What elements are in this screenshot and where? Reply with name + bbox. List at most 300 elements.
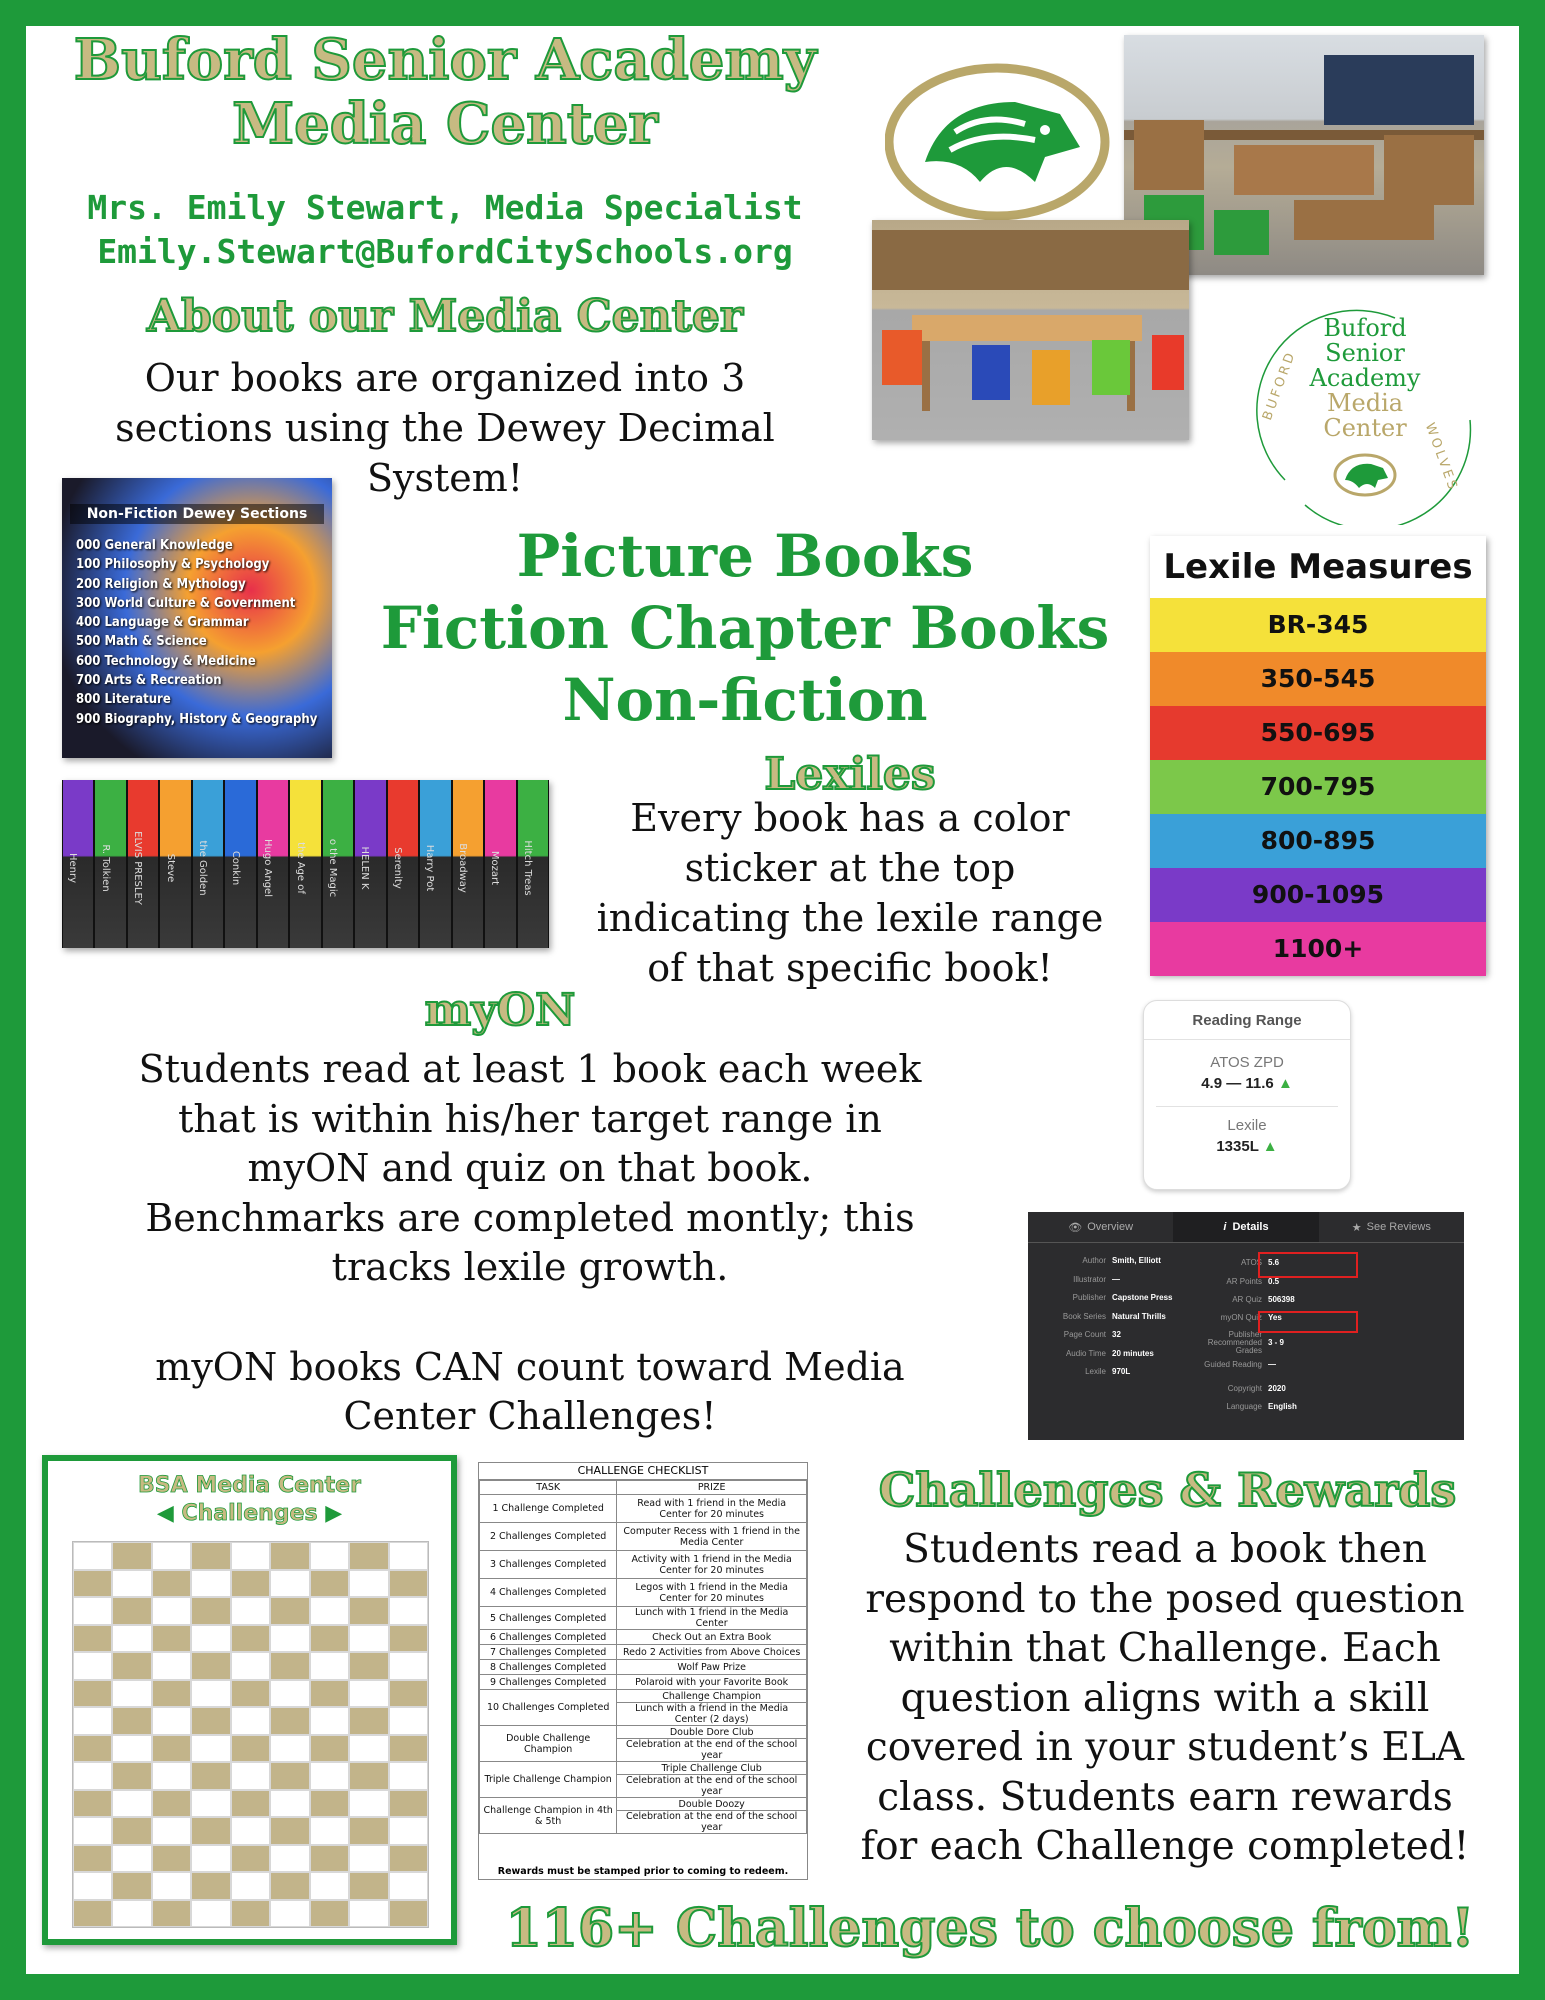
checklist-prize: Wolf Paw Prize bbox=[617, 1660, 807, 1675]
reading-range-title: Reading Range bbox=[1144, 1001, 1350, 1040]
bingo-cell bbox=[152, 1680, 191, 1708]
bingo-cell bbox=[231, 1790, 270, 1818]
dewey-poster bbox=[62, 478, 332, 758]
checklist-prize-head: Challenge Champion bbox=[617, 1691, 806, 1703]
bingo-cell bbox=[152, 1542, 191, 1570]
bingo-cell bbox=[73, 1817, 112, 1845]
bingo-cell bbox=[112, 1570, 151, 1598]
myon-line-7: Center Challenges! bbox=[343, 1394, 717, 1438]
detail-row bbox=[1188, 1384, 1286, 1393]
bingo-cell bbox=[310, 1845, 349, 1873]
bingo-cell bbox=[349, 1845, 388, 1873]
book-spine bbox=[518, 780, 548, 948]
bingo-cell bbox=[73, 1625, 112, 1653]
detail-row bbox=[1188, 1331, 1284, 1355]
checklist-prize: Redo 2 Activities from Above Choices bbox=[617, 1645, 807, 1660]
reading-range-card bbox=[1143, 1000, 1351, 1190]
challenges-line-2: respond to the posed question bbox=[865, 1576, 1465, 1622]
detail-row bbox=[1032, 1312, 1166, 1321]
checklist-task: 3 Challenges Completed bbox=[480, 1551, 617, 1579]
star-icon: ★ bbox=[1351, 1221, 1362, 1234]
bingo-cell bbox=[270, 1625, 309, 1653]
arrow-up-icon: ▲ bbox=[1262, 1138, 1278, 1155]
challenges-text bbox=[815, 1525, 1515, 1872]
challenges-heading: Challenges & Rewards bbox=[878, 1463, 1457, 1517]
checklist-task: 6 Challenges Completed bbox=[480, 1630, 617, 1645]
bingo-cell bbox=[152, 1597, 191, 1625]
bingo-cell bbox=[112, 1817, 151, 1845]
book-spine-label: HELEN K bbox=[359, 846, 371, 890]
bingo-cell bbox=[389, 1707, 428, 1735]
book-spine-label: o the Magic bbox=[326, 838, 338, 898]
challenge-checklist bbox=[478, 1462, 808, 1880]
checklist-footer: Rewards must be stamped prior to coming to redeem. bbox=[497, 1866, 789, 1877]
myon-line-1: Students read at least 1 book each week bbox=[138, 1047, 922, 1091]
detail-value: 506398 bbox=[1268, 1295, 1295, 1304]
section-fiction-chapter: Fiction Chapter Books bbox=[380, 594, 1110, 662]
bingo-cell bbox=[270, 1900, 309, 1928]
challenges-line-4: question aligns with a skill bbox=[900, 1675, 1430, 1721]
bingo-cell bbox=[191, 1845, 230, 1873]
detail-value: 32 bbox=[1112, 1330, 1121, 1339]
bingo-cell bbox=[270, 1542, 309, 1570]
bingo-cell bbox=[152, 1872, 191, 1900]
detail-key: Book Series bbox=[1062, 1311, 1106, 1321]
checklist-prize-text: Celebration at the end of the school year bbox=[626, 1810, 798, 1833]
bingo-cell bbox=[389, 1762, 428, 1790]
bingo-cell bbox=[349, 1625, 388, 1653]
checklist-task: 7 Challenges Completed bbox=[480, 1645, 617, 1660]
bingo-cell bbox=[310, 1817, 349, 1845]
info-icon: i bbox=[1223, 1221, 1227, 1233]
lexile-band: BR-345 bbox=[1150, 598, 1486, 652]
bingo-cell bbox=[112, 1680, 151, 1708]
bingo-cell bbox=[112, 1597, 151, 1625]
checklist-title: CHALLENGE CHECKLIST bbox=[479, 1463, 807, 1480]
detail-row bbox=[1032, 1349, 1154, 1358]
book-spine bbox=[290, 780, 320, 948]
bingo-cell bbox=[231, 1570, 270, 1598]
bingo-cell bbox=[389, 1570, 428, 1598]
lexiles-line-4: of that specific book! bbox=[647, 946, 1053, 990]
library-photo-tables bbox=[872, 220, 1189, 440]
seal-line-3: Academy bbox=[1309, 364, 1421, 392]
bingo-cell bbox=[389, 1790, 428, 1818]
bingo-cell bbox=[270, 1817, 309, 1845]
lexile-chart-title: Lexile Measures bbox=[1163, 547, 1473, 587]
detail-value: — bbox=[1268, 1360, 1276, 1369]
checklist-task: Challenge Champion in 4th & 5th bbox=[480, 1798, 617, 1834]
checklist-prize bbox=[617, 1798, 807, 1834]
col-task: TASK bbox=[480, 1481, 617, 1495]
detail-row bbox=[1188, 1277, 1279, 1286]
bingo-cell bbox=[73, 1762, 112, 1790]
detail-row bbox=[1032, 1330, 1121, 1339]
bingo-cell bbox=[310, 1680, 349, 1708]
bingo-cell bbox=[310, 1872, 349, 1900]
book-spine-label: Harry Pot bbox=[424, 844, 436, 892]
bingo-cell bbox=[310, 1707, 349, 1735]
bingo-cell bbox=[349, 1542, 388, 1570]
checklist-row bbox=[480, 1579, 807, 1607]
checklist-prize bbox=[617, 1690, 807, 1726]
bingo-cell bbox=[270, 1872, 309, 1900]
bingo-cell bbox=[349, 1735, 388, 1763]
challenges-line-3: within that Challenge. Each bbox=[889, 1626, 1441, 1671]
checklist-prize: Activity with 1 friend in the Media Center for 20 minutes bbox=[617, 1551, 807, 1579]
wolf-icon: ▶ bbox=[325, 1501, 343, 1526]
tab-see-reviews[interactable] bbox=[1319, 1212, 1464, 1242]
checklist-task: Double Challenge Champion bbox=[480, 1726, 617, 1762]
dewey-item: 500 Math & Science bbox=[76, 634, 207, 650]
checklist-prize: Legos with 1 friend in the Media Center for 20 minutes bbox=[617, 1579, 807, 1607]
challenges-bingo-sheet bbox=[42, 1455, 457, 1945]
book-spine bbox=[160, 780, 190, 948]
seal-arc-left: BUFORD bbox=[1260, 348, 1300, 423]
bingo-cell bbox=[191, 1680, 230, 1708]
detail-key: AR Points bbox=[1226, 1277, 1262, 1286]
bingo-cell bbox=[231, 1542, 270, 1570]
bingo-cell bbox=[270, 1597, 309, 1625]
lexiles-text bbox=[555, 793, 1145, 993]
atos-label: ATOS ZPD bbox=[1210, 1054, 1284, 1071]
bingo-cell bbox=[349, 1570, 388, 1598]
bingo-cell bbox=[191, 1735, 230, 1763]
detail-value: 2020 bbox=[1268, 1384, 1286, 1393]
bingo-cell bbox=[112, 1625, 151, 1653]
dewey-item: 200 Religion & Mythology bbox=[76, 576, 246, 592]
checklist-task: 4 Challenges Completed bbox=[480, 1579, 617, 1607]
detail-key: Lexile bbox=[1085, 1367, 1106, 1376]
bingo-cell bbox=[191, 1762, 230, 1790]
checklist-task: 9 Challenges Completed bbox=[480, 1675, 617, 1690]
detail-row bbox=[1188, 1295, 1295, 1304]
bingo-cell bbox=[270, 1570, 309, 1598]
lexile-value: 1335L bbox=[1216, 1138, 1259, 1155]
checklist-row bbox=[480, 1630, 807, 1645]
dewey-item: 000 General Knowledge bbox=[76, 538, 233, 553]
book-spine bbox=[485, 780, 515, 948]
dewey-item: 100 Philosophy & Psychology bbox=[76, 557, 270, 573]
challenges-line-5: covered in your student’s ELA bbox=[865, 1725, 1465, 1770]
tab-details[interactable] bbox=[1173, 1212, 1318, 1242]
detail-key: Language bbox=[1226, 1402, 1262, 1411]
seal-line-4: Media bbox=[1326, 389, 1404, 417]
seal-line-2: Senior bbox=[1325, 339, 1405, 367]
bingo-title-1: BSA Media Center bbox=[138, 1473, 361, 1498]
col-prize: PRIZE bbox=[617, 1481, 807, 1495]
book-spines-photo bbox=[62, 780, 549, 948]
checklist-prize: Polaroid with your Favorite Book bbox=[617, 1675, 807, 1690]
seal-line-5: Center bbox=[1323, 414, 1407, 442]
detail-key: Audio Time bbox=[1065, 1348, 1106, 1358]
bingo-cell bbox=[152, 1762, 191, 1790]
bingo-cell bbox=[152, 1625, 191, 1653]
bingo-cell bbox=[112, 1735, 151, 1763]
section-picture-books: Picture Books bbox=[516, 522, 974, 590]
bingo-cell bbox=[191, 1900, 230, 1928]
checklist-table bbox=[479, 1480, 807, 1834]
bingo-cell bbox=[191, 1597, 230, 1625]
lexile-label: Lexile bbox=[1227, 1117, 1267, 1134]
detail-row bbox=[1188, 1360, 1276, 1369]
dewey-item: 600 Technology & Medicine bbox=[76, 653, 256, 669]
tab-reviews-label: See Reviews bbox=[1366, 1221, 1431, 1233]
tab-overview[interactable] bbox=[1028, 1212, 1173, 1242]
lexile-band: 1100+ bbox=[1150, 922, 1486, 976]
bingo-cell bbox=[389, 1597, 428, 1625]
book-spine-label: the Age of bbox=[294, 842, 306, 894]
seal-wolf-icon bbox=[1333, 452, 1397, 498]
checklist-row bbox=[480, 1660, 807, 1675]
book-spine bbox=[355, 780, 385, 948]
atos-highlight-box bbox=[1258, 1252, 1358, 1278]
bingo-cell bbox=[152, 1845, 191, 1873]
bingo-grid bbox=[72, 1541, 429, 1928]
bingo-cell bbox=[73, 1542, 112, 1570]
checklist-task: 8 Challenges Completed bbox=[480, 1660, 617, 1675]
bingo-cell bbox=[152, 1735, 191, 1763]
bingo-cell bbox=[73, 1707, 112, 1735]
detail-row bbox=[1032, 1256, 1161, 1265]
book-spine-label: R. Tolkien bbox=[99, 844, 111, 892]
bingo-cell bbox=[191, 1872, 230, 1900]
bingo-cell bbox=[73, 1735, 112, 1763]
media-center-seal bbox=[1245, 300, 1485, 525]
detail-key: Page Count bbox=[1063, 1330, 1106, 1339]
bingo-cell bbox=[349, 1900, 388, 1928]
wolf-logo bbox=[885, 62, 1110, 222]
bingo-cell bbox=[310, 1652, 349, 1680]
dewey-item: 700 Arts & Recreation bbox=[76, 673, 222, 689]
book-spine bbox=[63, 780, 93, 948]
checklist-prize-text: Celebration at the end of the school year bbox=[626, 1738, 798, 1761]
bingo-cell bbox=[389, 1625, 428, 1653]
myon-text bbox=[40, 1045, 1020, 1442]
checklist-row bbox=[480, 1762, 807, 1798]
detail-value: 3 - 9 bbox=[1268, 1338, 1285, 1348]
checklist-task: 1 Challenge Completed bbox=[480, 1495, 617, 1523]
lexile-band: 700-795 bbox=[1150, 760, 1486, 814]
lexile-band: 550-695 bbox=[1150, 706, 1486, 760]
bingo-cell bbox=[191, 1570, 230, 1598]
bingo-cell bbox=[349, 1707, 388, 1735]
bingo-cell bbox=[231, 1845, 270, 1873]
checklist-prize-head: Triple Challenge Club bbox=[617, 1763, 806, 1775]
bingo-title-2: Challenges bbox=[181, 1501, 318, 1526]
challenges-line-1: Students read a book then bbox=[903, 1527, 1427, 1572]
book-spine-label: the Golden bbox=[197, 840, 209, 896]
title-line-1: Buford Senior Academy bbox=[73, 27, 817, 93]
detail-value: 970L bbox=[1112, 1367, 1131, 1376]
bingo-cell bbox=[191, 1817, 230, 1845]
myon-quiz-highlight-box bbox=[1258, 1311, 1358, 1333]
challenges-line-6: class. Students earn rewards bbox=[877, 1774, 1453, 1820]
checklist-row bbox=[480, 1551, 807, 1579]
bingo-cell bbox=[112, 1542, 151, 1570]
bingo-cell bbox=[191, 1542, 230, 1570]
bingo-cell bbox=[270, 1652, 309, 1680]
bingo-cell bbox=[270, 1790, 309, 1818]
lexile-band: 800-895 bbox=[1150, 814, 1486, 868]
bingo-cell bbox=[310, 1597, 349, 1625]
detail-key: Publisher Recommended Grades bbox=[1207, 1330, 1262, 1355]
bingo-cell bbox=[389, 1817, 428, 1845]
book-spine bbox=[258, 780, 288, 948]
myon-line-3: myON and quiz on that book. bbox=[247, 1146, 813, 1190]
checklist-row bbox=[480, 1690, 807, 1726]
checklist-row bbox=[480, 1798, 807, 1834]
bingo-cell bbox=[191, 1707, 230, 1735]
page-title bbox=[30, 28, 860, 156]
bingo-cell bbox=[270, 1707, 309, 1735]
bingo-cell bbox=[112, 1652, 151, 1680]
bingo-cell bbox=[191, 1652, 230, 1680]
bingo-cell bbox=[270, 1680, 309, 1708]
detail-key: myON Quiz bbox=[1220, 1313, 1262, 1322]
bingo-cell bbox=[112, 1900, 151, 1928]
detail-row bbox=[1188, 1402, 1297, 1411]
detail-value: English bbox=[1268, 1402, 1297, 1411]
specialist-name: Mrs. Emily Stewart, Media Specialist bbox=[87, 188, 803, 227]
bingo-cell bbox=[152, 1790, 191, 1818]
bingo-cell bbox=[270, 1735, 309, 1763]
specialist-email[interactable]: Emily.Stewart@BufordCitySchools.org bbox=[97, 232, 793, 271]
about-line-2: sections using the Dewey Decimal bbox=[115, 406, 775, 450]
checklist-prize-head: Double Dore Club bbox=[617, 1727, 806, 1739]
dewey-item: 300 World Culture & Government bbox=[76, 595, 296, 611]
detail-value: Capstone Press bbox=[1112, 1293, 1173, 1302]
bingo-cell bbox=[349, 1680, 388, 1708]
detail-key: Illustrator bbox=[1073, 1274, 1106, 1284]
detail-value: Yes bbox=[1268, 1313, 1282, 1322]
bingo-cell bbox=[231, 1735, 270, 1763]
bingo-cell bbox=[112, 1790, 151, 1818]
checklist-prize: Read with 1 friend in the Media Center for 20 minutes bbox=[617, 1495, 807, 1523]
bingo-cell bbox=[152, 1652, 191, 1680]
bingo-cell bbox=[73, 1790, 112, 1818]
detail-row bbox=[1032, 1275, 1120, 1284]
bingo-cell bbox=[231, 1872, 270, 1900]
bingo-cell bbox=[349, 1762, 388, 1790]
myon-line-2: that is within his/her target range in bbox=[178, 1096, 882, 1141]
bingo-cell bbox=[73, 1597, 112, 1625]
myon-line-5: tracks lexile growth. bbox=[331, 1245, 729, 1289]
book-spine-label: Broadway bbox=[456, 843, 468, 893]
book-spine-label: ELVIS PRESLEY bbox=[132, 831, 144, 905]
bingo-cell bbox=[349, 1597, 388, 1625]
arrow-up-icon: ▲ bbox=[1277, 1075, 1293, 1092]
about-line-3: System! bbox=[366, 456, 524, 500]
bingo-cell bbox=[231, 1625, 270, 1653]
tab-details-label: Details bbox=[1232, 1221, 1269, 1233]
dewey-item: 400 Language & Grammar bbox=[76, 615, 249, 631]
bingo-cell bbox=[310, 1625, 349, 1653]
checklist-prize: Computer Recess with 1 friend in the Media Center bbox=[617, 1523, 807, 1551]
lexiles-heading: Lexiles bbox=[764, 749, 936, 800]
bingo-cell bbox=[310, 1735, 349, 1763]
dewey-item: 900 Biography, History & Geography bbox=[76, 711, 318, 727]
lexiles-line-1: Every book has a color bbox=[630, 796, 1070, 840]
book-spine-label: Hugo Angel bbox=[262, 839, 274, 897]
bingo-cell bbox=[231, 1762, 270, 1790]
section-non-fiction: Non-fiction bbox=[562, 666, 928, 734]
challenges-count-banner: 116+ Challenges to choose from! bbox=[505, 1898, 1475, 1959]
book-spine bbox=[420, 780, 450, 948]
bingo-cell bbox=[73, 1652, 112, 1680]
book-spine bbox=[95, 780, 125, 948]
bingo-cell bbox=[389, 1542, 428, 1570]
bingo-cell bbox=[389, 1735, 428, 1763]
bingo-cell bbox=[73, 1680, 112, 1708]
myon-heading: myON bbox=[424, 985, 576, 1036]
lexiles-line-2: sticker at the top bbox=[684, 846, 1016, 890]
detail-row bbox=[1032, 1367, 1130, 1376]
bingo-cell bbox=[112, 1845, 151, 1873]
book-spine-label: Serenity bbox=[391, 847, 403, 889]
bingo-cell bbox=[310, 1762, 349, 1790]
bingo-cell bbox=[191, 1625, 230, 1653]
checklist-prize: Lunch with 1 friend in the Media Center bbox=[617, 1607, 807, 1630]
bingo-cell bbox=[152, 1817, 191, 1845]
dewey-list bbox=[76, 536, 317, 729]
seal-line-1: Buford bbox=[1323, 314, 1407, 342]
bingo-cell bbox=[389, 1680, 428, 1708]
book-spine-label: Mozart bbox=[489, 850, 501, 886]
bingo-cell bbox=[349, 1790, 388, 1818]
sections-list bbox=[350, 520, 1140, 736]
checklist-row bbox=[480, 1495, 807, 1523]
checklist-row bbox=[480, 1523, 807, 1551]
book-spine-label: Henry bbox=[67, 852, 79, 884]
checklist-row bbox=[480, 1645, 807, 1660]
bingo-cell bbox=[270, 1762, 309, 1790]
about-line-1: Our books are organized into 3 bbox=[144, 356, 746, 400]
book-spine bbox=[453, 780, 483, 948]
detail-value: Natural Thrills bbox=[1112, 1311, 1166, 1321]
detail-row bbox=[1032, 1293, 1172, 1302]
bingo-cell bbox=[73, 1872, 112, 1900]
bingo-cell bbox=[191, 1790, 230, 1818]
detail-value: — bbox=[1112, 1274, 1120, 1284]
checklist-row bbox=[480, 1726, 807, 1762]
bingo-cell bbox=[73, 1845, 112, 1873]
bingo-cell bbox=[231, 1817, 270, 1845]
book-spine bbox=[388, 780, 418, 948]
lexiles-line-3: indicating the lexile range bbox=[596, 896, 1104, 940]
checklist-row bbox=[480, 1675, 807, 1690]
bingo-cell bbox=[231, 1680, 270, 1708]
book-spine-label: Conkin bbox=[229, 850, 241, 886]
myon-line-4: Benchmarks are completed montly; this bbox=[145, 1195, 915, 1240]
lexile-measures-chart bbox=[1150, 536, 1486, 974]
book-spine bbox=[225, 780, 255, 948]
checklist-prize-text: Celebration at the end of the school year bbox=[626, 1774, 798, 1797]
bingo-cell bbox=[389, 1652, 428, 1680]
book-spine bbox=[323, 780, 353, 948]
checklist-prize-text: Lunch with a friend in the Media Center (2 days) bbox=[635, 1702, 789, 1725]
checklist-task: Triple Challenge Champion bbox=[480, 1762, 617, 1798]
bingo-cell bbox=[270, 1845, 309, 1873]
bingo-cell bbox=[389, 1872, 428, 1900]
detail-key: Author bbox=[1082, 1256, 1106, 1265]
detail-key: AR Quiz bbox=[1232, 1295, 1262, 1304]
checklist-prize-head: Double Doozy bbox=[617, 1799, 806, 1811]
book-spine-label: Hitch Treas bbox=[521, 840, 533, 896]
bingo-cell bbox=[152, 1707, 191, 1735]
lexile-bands bbox=[1150, 598, 1486, 976]
bingo-cell bbox=[231, 1707, 270, 1735]
